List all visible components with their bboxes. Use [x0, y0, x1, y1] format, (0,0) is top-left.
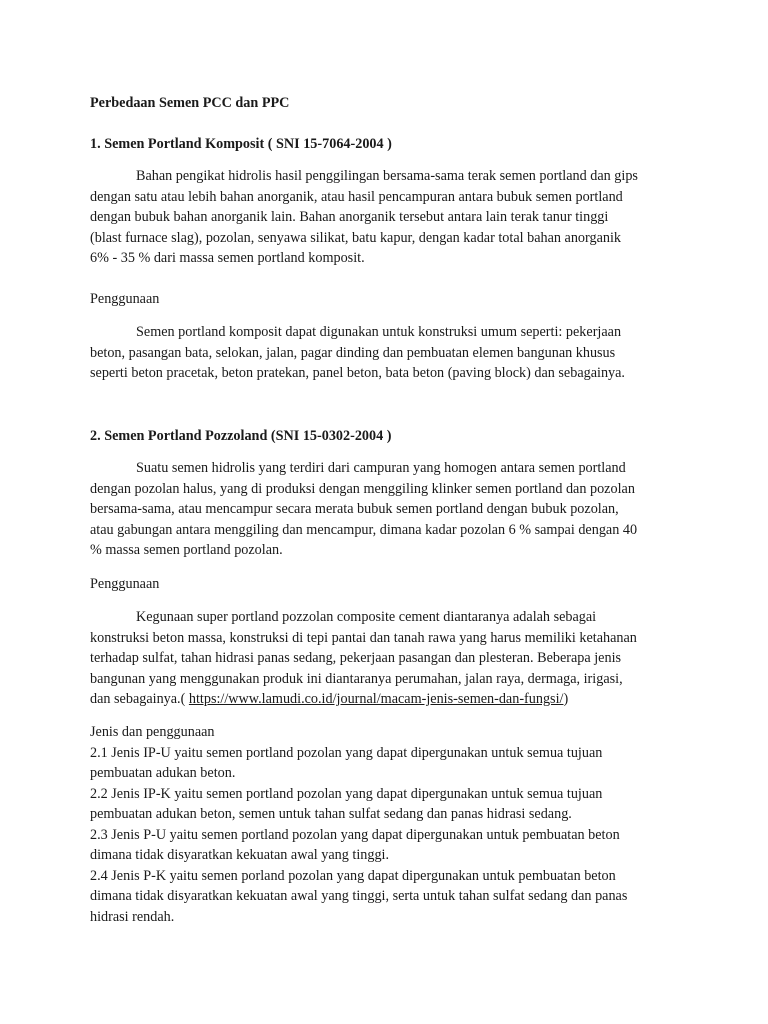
section2-usage-last-line — [90, 689, 568, 709]
section2-paragraph-line: % massa semen portland pozolan. — [90, 542, 283, 558]
section1-paragraph-line: 6% - 35 % dari massa semen portland komposit. — [90, 250, 365, 266]
section2-usage-last-prefix: dan sebagainya.( — [90, 691, 189, 707]
section3-label: Jenis dan penggunaan — [90, 724, 215, 740]
section2-paragraph-line: dengan pozolan halus, yang di produksi dengan menggiling klinker semen portland dan pozolan — [90, 480, 635, 497]
section1-heading: 1. Semen Portland Komposit ( SNI 15-7064-2004 ) — [90, 136, 392, 152]
section3-line: hidrasi rendah. — [90, 908, 175, 925]
section2-paragraph-line: bersama-sama, atau mencampur secara merata bubuk semen portland dengan bubuk pozolan, — [90, 501, 619, 517]
section1-paragraph-line: (blast furnace slag), pozolan, senyawa silikat, batu kapur, dengan kadar total bahan anorganik — [90, 229, 622, 246]
section3-line: 2.4 Jenis P-K yaitu semen porland pozolan yang dapat dipergunakan untuk pembuatan beton — [90, 867, 616, 884]
section1-usage-label: Penggunaan — [90, 291, 160, 307]
section1-usage-line: Semen portland komposit dapat digunakan untuk konstruksi umum seperti: pekerjaan — [136, 324, 622, 340]
section3-line: 2.3 Jenis P-U yaitu semen portland pozolan yang dapat dipergunakan untuk pembuatan beton — [90, 826, 620, 843]
section2-usage-line: Kegunaan super portland pozzolan composite cement diantaranya adalah sebagai — [136, 609, 597, 625]
section2-paragraph-line: atau gabungan antara menggiling dan mencampur, dimana kadar pozolan 6 % sampai dengan 40 — [90, 521, 638, 538]
section2-usage-line: bangunan yang menggunakan produk ini diantaranya perumahan, jalan raya, dermaga, irigasi, — [90, 670, 623, 687]
section1-paragraph-line: Bahan pengikat hidrolis hasil penggilingan bersama-sama terak semen portland dan gips — [136, 168, 638, 184]
section2-heading: 2. Semen Portland Pozzoland (SNI 15-0302-2004 ) — [90, 428, 392, 444]
section1-paragraph-line: dengan satu atau lebih bahan anorganik, atau hasil pencampuran antara bubuk semen portland — [90, 188, 623, 205]
section3-line: 2.2 Jenis IP-K yaitu semen portland pozolan yang dapat dipergunakan untuk semua tujuan — [90, 785, 603, 802]
section2-usage-label: Penggunaan — [90, 576, 160, 592]
section2-paragraph-line: Suatu semen hidrolis yang terdiri dari campuran yang homogen antara semen portland — [136, 460, 626, 476]
section2-usage-line: konstruksi beton massa, konstruksi di tepi pantai dan tanah rawa yang harus memiliki ketahanan — [90, 629, 637, 646]
section2-usage-line: terhadap sulfat, tahan hidrasi panas sedang, pekerjaan pasangan dan plesteran. Beberapa jenis — [90, 650, 622, 666]
section1-usage-line: seperti beton pracetak, beton pratekan, panel beton, bata beton (paving block) dan sebagainya. — [90, 365, 625, 381]
section3-line: dimana tidak disyaratkan kekuatan awal yang tinggi. — [90, 847, 390, 863]
section1-usage-line: beton, pasangan bata, selokan, jalan, pagar dinding dan pembuatan elemen bangunan khusus — [90, 344, 616, 361]
section2-usage-last-suffix: ) — [563, 691, 569, 707]
section3-line: dimana tidak disyaratkan kekuatan awal yang tinggi, serta untuk tahan sulfat sedang dan panas — [90, 888, 628, 904]
section3-line: 2.1 Jenis IP-U yaitu semen portland pozolan yang dapat dipergunakan untuk semua tujuan — [90, 744, 603, 761]
document-title: Perbedaan Semen PCC dan PPC — [90, 95, 290, 111]
source-link[interactable]: https://www.lamudi.co.id/journal/macam-jenis-semen-dan-fungsi/ — [188, 691, 564, 707]
section3-line: pembuatan adukan beton. — [90, 765, 236, 781]
section3-line: pembuatan adukan beton, semen untuk tahan sulfat sedang dan panas hidrasi sedang. — [90, 806, 572, 822]
section1-paragraph-line: dengan bubuk bahan anorganik lain. Bahan anorganik tersebut antara lain terak tanur tinggi — [90, 209, 609, 225]
